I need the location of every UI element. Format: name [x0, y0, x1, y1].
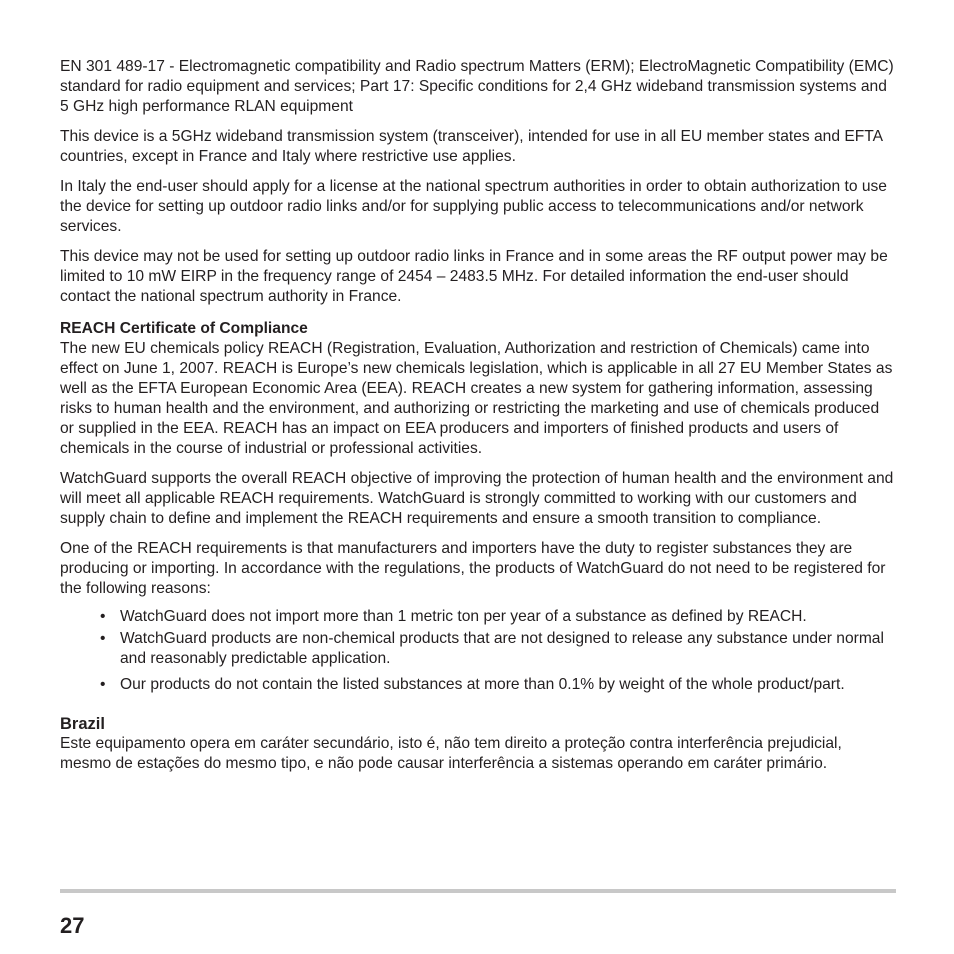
footer-divider	[60, 889, 896, 893]
reach-reasons-list	[60, 607, 896, 696]
brazil-heading: Brazil	[60, 715, 105, 733]
list-item	[60, 629, 896, 669]
paragraph-en-301-489-17: EN 301 489-17 - Electromagnetic compatibility and Radio spectrum Matters (ERM); ElectroMagnetic Compatibility (EMC) standard for radio equipment and services; Part 17: Specific conditions for 2,4 GHz wideband transmission systems and 5 GHz high performance RLAN equipment	[60, 58, 894, 115]
reach-heading: REACH Certificate of Compliance	[60, 320, 308, 337]
list-item	[60, 607, 896, 627]
document-body	[60, 57, 896, 784]
list-item-text: WatchGuard does not import more than 1 metric ton per year of a substance as defined by REACH.	[120, 608, 807, 625]
bullet-icon: •	[100, 676, 106, 693]
list-item-text: Our products do not contain the listed substances at more than 0.1% by weight of the whole product/part.	[120, 676, 845, 693]
list-item	[60, 673, 896, 696]
paragraph-reach-policy: The new EU chemicals policy REACH (Registration, Evaluation, Authorization and restriction of Chemicals) came into effect on June 1, 2007. REACH is Europe’s new chemicals legislation, which is applicable in all 27 EU Member States as well as the EFTA European Economic Area (EEA). REACH creates a new system for gathering information, assessing risks to human health and the environment, and authorizing or restricting the marketing and use of chemicals produced or supplied in the EEA. REACH has an impact on EEA producers and importers of finished products and users of chemicals in the course of industrial or professional activities.	[60, 340, 893, 457]
paragraph-reach-requirements: One of the REACH requirements is that manufacturers and importers have the duty to register substances they are producing or importing. In accordance with the regulations, the products of WatchGuard do not need to be registered for the following reasons:	[60, 540, 886, 597]
list-item-text: WatchGuard products are non-chemical products that are not designed to release any substance under normal and reasonably predictable application.	[120, 630, 884, 667]
paragraph-brazil: Este equipamento opera em caráter secundário, isto é, não tem direito a proteção contra interferência prejudicial, mesmo de estações do mesmo tipo, e não pode causar interferência a sistemas operando em caráter primário.	[60, 735, 842, 772]
page-number: 27	[60, 913, 85, 938]
paragraph-watchguard-support: WatchGuard supports the overall REACH objective of improving the protection of human health and the environment and will meet all applicable REACH requirements. WatchGuard is strongly committed to working with our customers and supply chain to define and implement the REACH requirements and ensure a smooth transition to compliance.	[60, 470, 894, 527]
paragraph-france: This device may not be used for setting up outdoor radio links in France and in some areas the RF output power may be limited to 10 mW EIRP in the frequency range of 2454 – 2483.5 MHz. For detailed information the end-user should contact the national spectrum authority in France.	[60, 248, 888, 305]
bullet-icon: •	[100, 630, 106, 647]
bullet-icon: •	[100, 608, 106, 625]
paragraph-italy: In Italy the end-user should apply for a license at the national spectrum authorities in order to obtain authorization to use the device for setting up outdoor radio links and/or for supplying public access to telecommunications and/or network services.	[60, 178, 887, 235]
paragraph-5ghz-device: This device is a 5GHz wideband transmission system (transceiver), intended for use in all EU member states and EFTA countries, except in France and Italy where restrictive use applies.	[60, 128, 883, 165]
